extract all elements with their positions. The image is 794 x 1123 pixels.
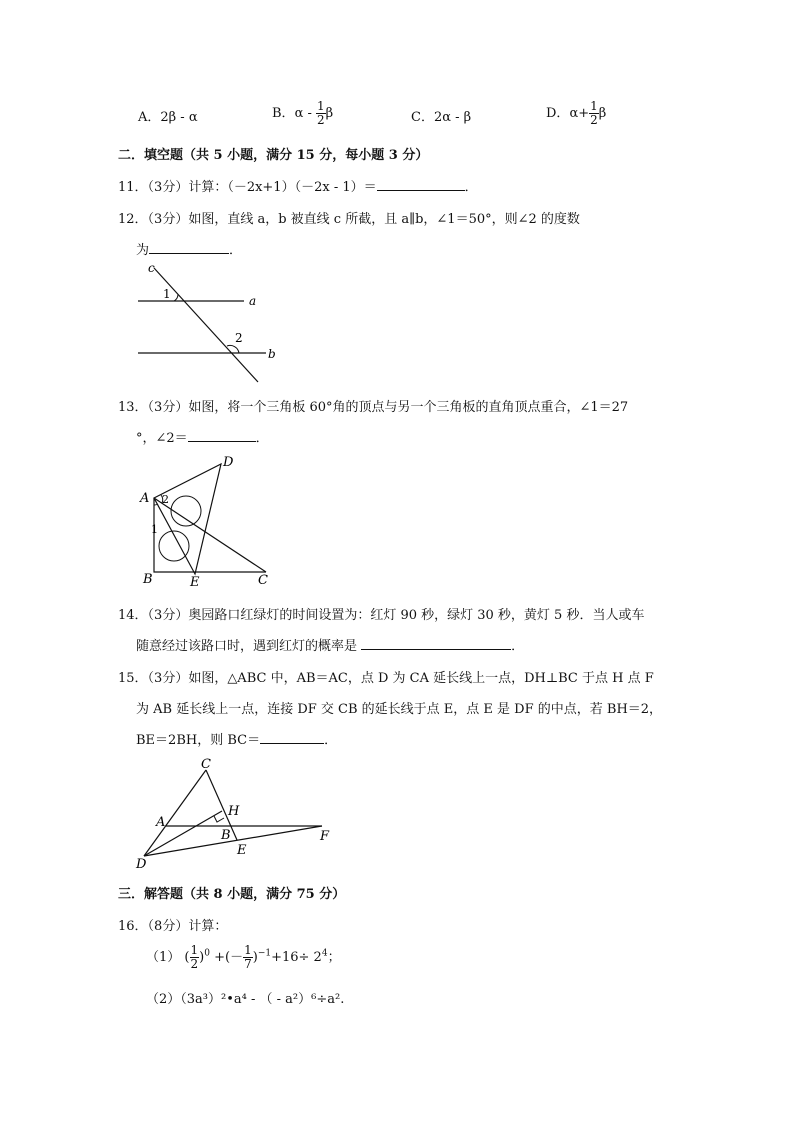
- label-2: 2: [162, 493, 169, 506]
- option-b: B．α - $\frac{1}{2}$ β: [272, 99, 334, 127]
- fraction: $\frac{1}{2}$: [590, 99, 598, 127]
- board-hole-upper: [171, 496, 201, 526]
- angle-1-arc: [154, 504, 158, 505]
- question-14-line1: 14．（3分）奥园路口红绿灯的时间设置为：红灯 90 秒，绿灯 30 秒，黄灯 5 秒．当人或车: [118, 608, 645, 623]
- option-d: D．α+ $\frac{1}{2}$ β: [546, 99, 607, 127]
- label-b: b: [268, 347, 276, 361]
- question-15-line2: 为 AB 延长线上一点，连接 DF 交 CB 的延长线于点 E，点 E 是 DF 的中点，若 BH＝2，: [136, 702, 663, 717]
- side-cd: [144, 770, 206, 856]
- answer-blank: [260, 730, 324, 744]
- question-15-line1: 15．（3分）如图，△ABC 中，AB＝AC，点 D 为 CA 延长线上一点，DH⊥BC 于点 H 点 F: [118, 671, 654, 686]
- fraction: $\frac{1}{7}$: [244, 943, 252, 971]
- option-a: A．2β - α: [138, 110, 198, 125]
- label-A: A: [140, 491, 150, 506]
- right-angle-mark: [214, 816, 224, 822]
- label-A: A: [156, 815, 166, 830]
- label-C: C: [258, 573, 268, 588]
- label-a: a: [249, 294, 257, 308]
- label-D: D: [223, 455, 234, 470]
- label-H: H: [228, 804, 240, 819]
- answer-blank: [149, 240, 229, 254]
- question-11: 11．（3分）计算：（－2x+1）（－2x - 1）＝ ．: [118, 176, 478, 195]
- question-16-title: 16．（8分）计算：: [118, 919, 228, 934]
- answer-blank: [188, 428, 256, 442]
- question-12-line2: 为 ．: [136, 239, 242, 258]
- option-c: C．2α - β: [411, 110, 472, 125]
- figure-triangle-abc: [130, 752, 350, 874]
- figure-parallel-lines: [130, 258, 290, 388]
- label-B: B: [221, 828, 231, 843]
- label-B: B: [143, 572, 153, 587]
- label-D: D: [136, 857, 147, 872]
- fraction: $\frac{1}{2}$: [317, 99, 325, 127]
- label-c: c: [148, 261, 155, 275]
- question-16-part1: （1） ( $\frac{1}{2}$ )$^0$ +(－ $\frac{1}{7}$ )$^{-1}+16\div 2^4$；: [146, 943, 341, 971]
- angle-1-arc: [174, 294, 178, 301]
- question-15-line3: BE＝2BH，则 BC＝ ．: [136, 729, 337, 748]
- question-16-part2: （2）（3a³）²•a⁴ - （ - a²）⁶÷a².: [146, 992, 345, 1007]
- section-3-title: 三．解答题（共 8 小题，满分 75 分）: [118, 887, 346, 902]
- label-1: 1: [163, 287, 171, 301]
- fraction: $\frac{1}{2}$: [190, 943, 199, 971]
- question-13-line1: 13．（3分）如图，将一个三角板 60°角的顶点与另一个三角板的直角顶点重合，∠1＝27: [118, 400, 629, 415]
- label-F: F: [320, 829, 330, 844]
- line-c: [154, 268, 258, 382]
- question-14-line2: 随意经过该路口时，遇到红灯的概率是 ．: [136, 635, 524, 654]
- figure-triangle-boards: [134, 452, 284, 588]
- label-2: 2: [235, 331, 243, 345]
- answer-blank: [377, 177, 465, 191]
- label-E: E: [190, 575, 200, 588]
- label-C: C: [201, 757, 211, 772]
- section-2-title: 二．填空题（共 5 小题，满分 15 分，每小题 3 分）: [118, 148, 429, 163]
- answer-blank: [361, 636, 511, 650]
- label-1: 1: [151, 523, 158, 536]
- label-E: E: [237, 843, 247, 858]
- question-13-line2: °，∠2＝ ．: [136, 427, 269, 446]
- question-12-line1: 12．（3分）如图，直线 a，b 被直线 c 所截，且 a∥b，∠1＝50°，则∠2 的度数: [118, 212, 580, 227]
